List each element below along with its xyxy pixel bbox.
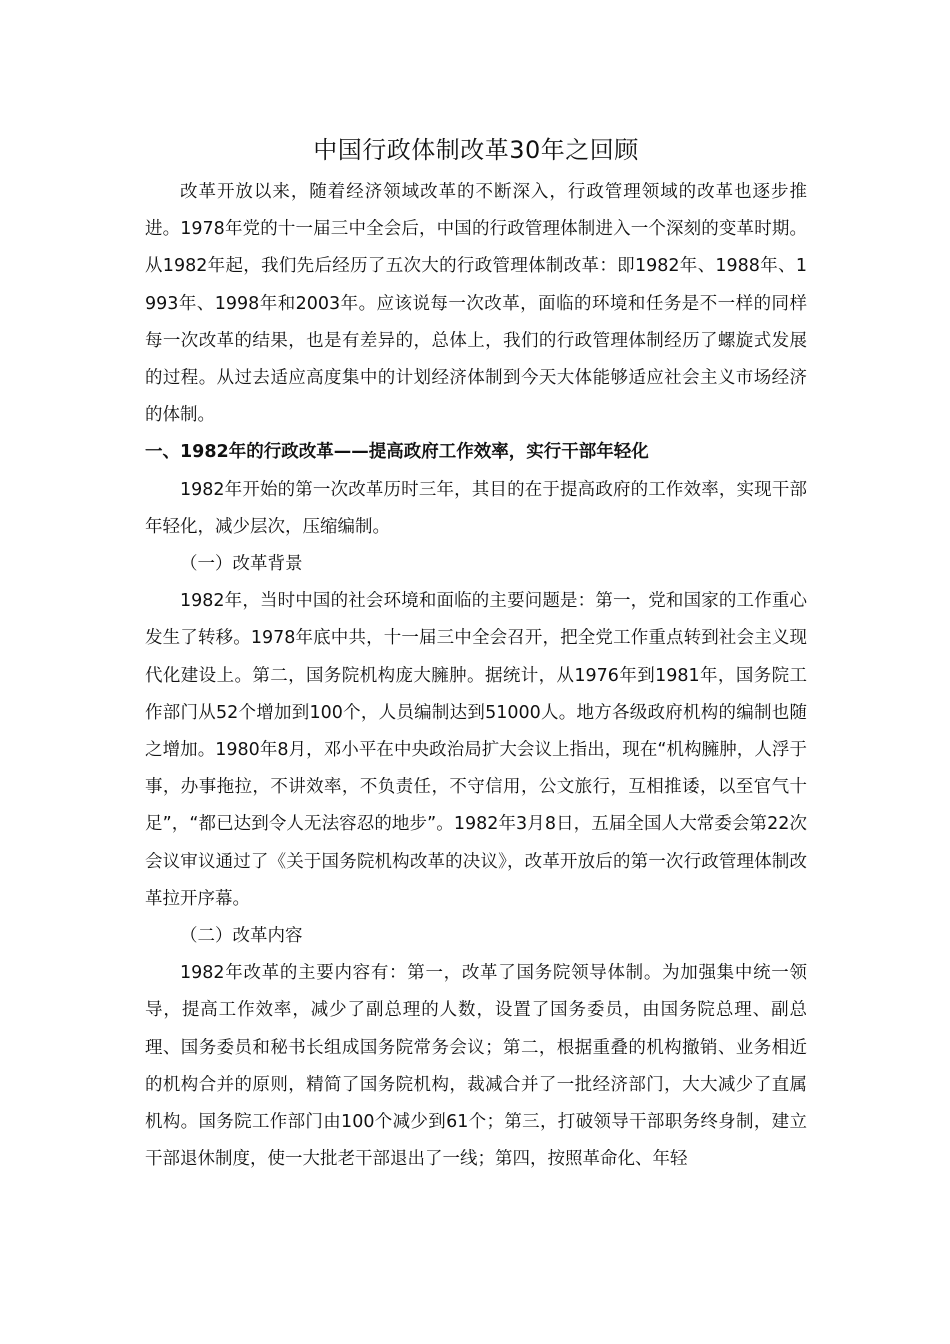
section-intro-paragraph: 1982年开始的第一次改革历时三年，其目的在于提高政府的工作效率，实现干部年轻化，减少层次，压缩编制。 bbox=[145, 479, 807, 537]
background-paragraph: 1982年，当时中国的社会环境和面临的主要问题是：第一，党和国家的工作重心发生了转移。1978年底中共，十一届三中全会召开，把全党工作重点转到社会主义现代化建设上。第二，国务院机构庞大臃肿。据统计，从1976年到1981年，国务院工作部门从52个增加到100个，人员编制达到51000人。地方各级政府机构的编制也随之增加。1980年8月，邓小平在中央政治局扩大会议上指出，现在“机构臃肿，人浮于事，办事拖拉，不讲效率，不负责任，不守信用，公文旅行，互相推诿，以至官气十足”，“都已达到令人无法容忍的地步”。1982年3月8日，五届全国人大常委会第22次会议审议通过了《关于国务院机构改革的决议》，改革开放后的第一次行政管理体制改革拉开序幕。 bbox=[145, 591, 807, 909]
section-heading: 一、1982年的行政改革——提高政府工作效率，实行干部年轻化 bbox=[145, 442, 649, 463]
content-paragraph: 1982年改革的主要内容有：第一，改革了国务院领导体制。为加强集中统一领导，提高工作效率，减少了副总理的人数，设置了国务委员，由国务院总理、副总理、国务委员和秘书长组成国务院常务会议；第二，根据重叠的机构撤销、业务相近的机构合并的原则，精简了国务院机构，裁减合并了一批经济部门，大大减少了直属机构。国务院工作部门由100个减少到61个；第三，打破领导干部职务终身制，建立干部退休制度，使一大批老干部退出了一线；第四，按照革命化、年轻 bbox=[145, 963, 807, 1170]
document-page bbox=[145, 128, 807, 1178]
sub-heading-content: （二）改革内容 bbox=[180, 926, 303, 947]
intro-paragraph: 改革开放以来，随着经济领域改革的不断深入，行政管理领域的改革也逐步推进。1978年党的十一届三中全会后，中国的行政管理体制进入一个深刻的变革时期。从1982年起，我们先后经历了五次大的行政管理体制改革：即1982年、1988年、1993年、1998年和2003年。应该说每一次改革，面临的环境和任务是不一样的同样每一次改革的结果，也是有差异的，总体上，我们的行政管理体制经历了螺旋式发展的过程。从过去适应高度集中的计划经济体制到今天大体能够适应社会主义市场经济的体制。 bbox=[145, 182, 807, 426]
document-title: 中国行政体制改革30年之回顾 bbox=[313, 136, 639, 164]
sub-heading-background: （一）改革背景 bbox=[180, 554, 303, 575]
